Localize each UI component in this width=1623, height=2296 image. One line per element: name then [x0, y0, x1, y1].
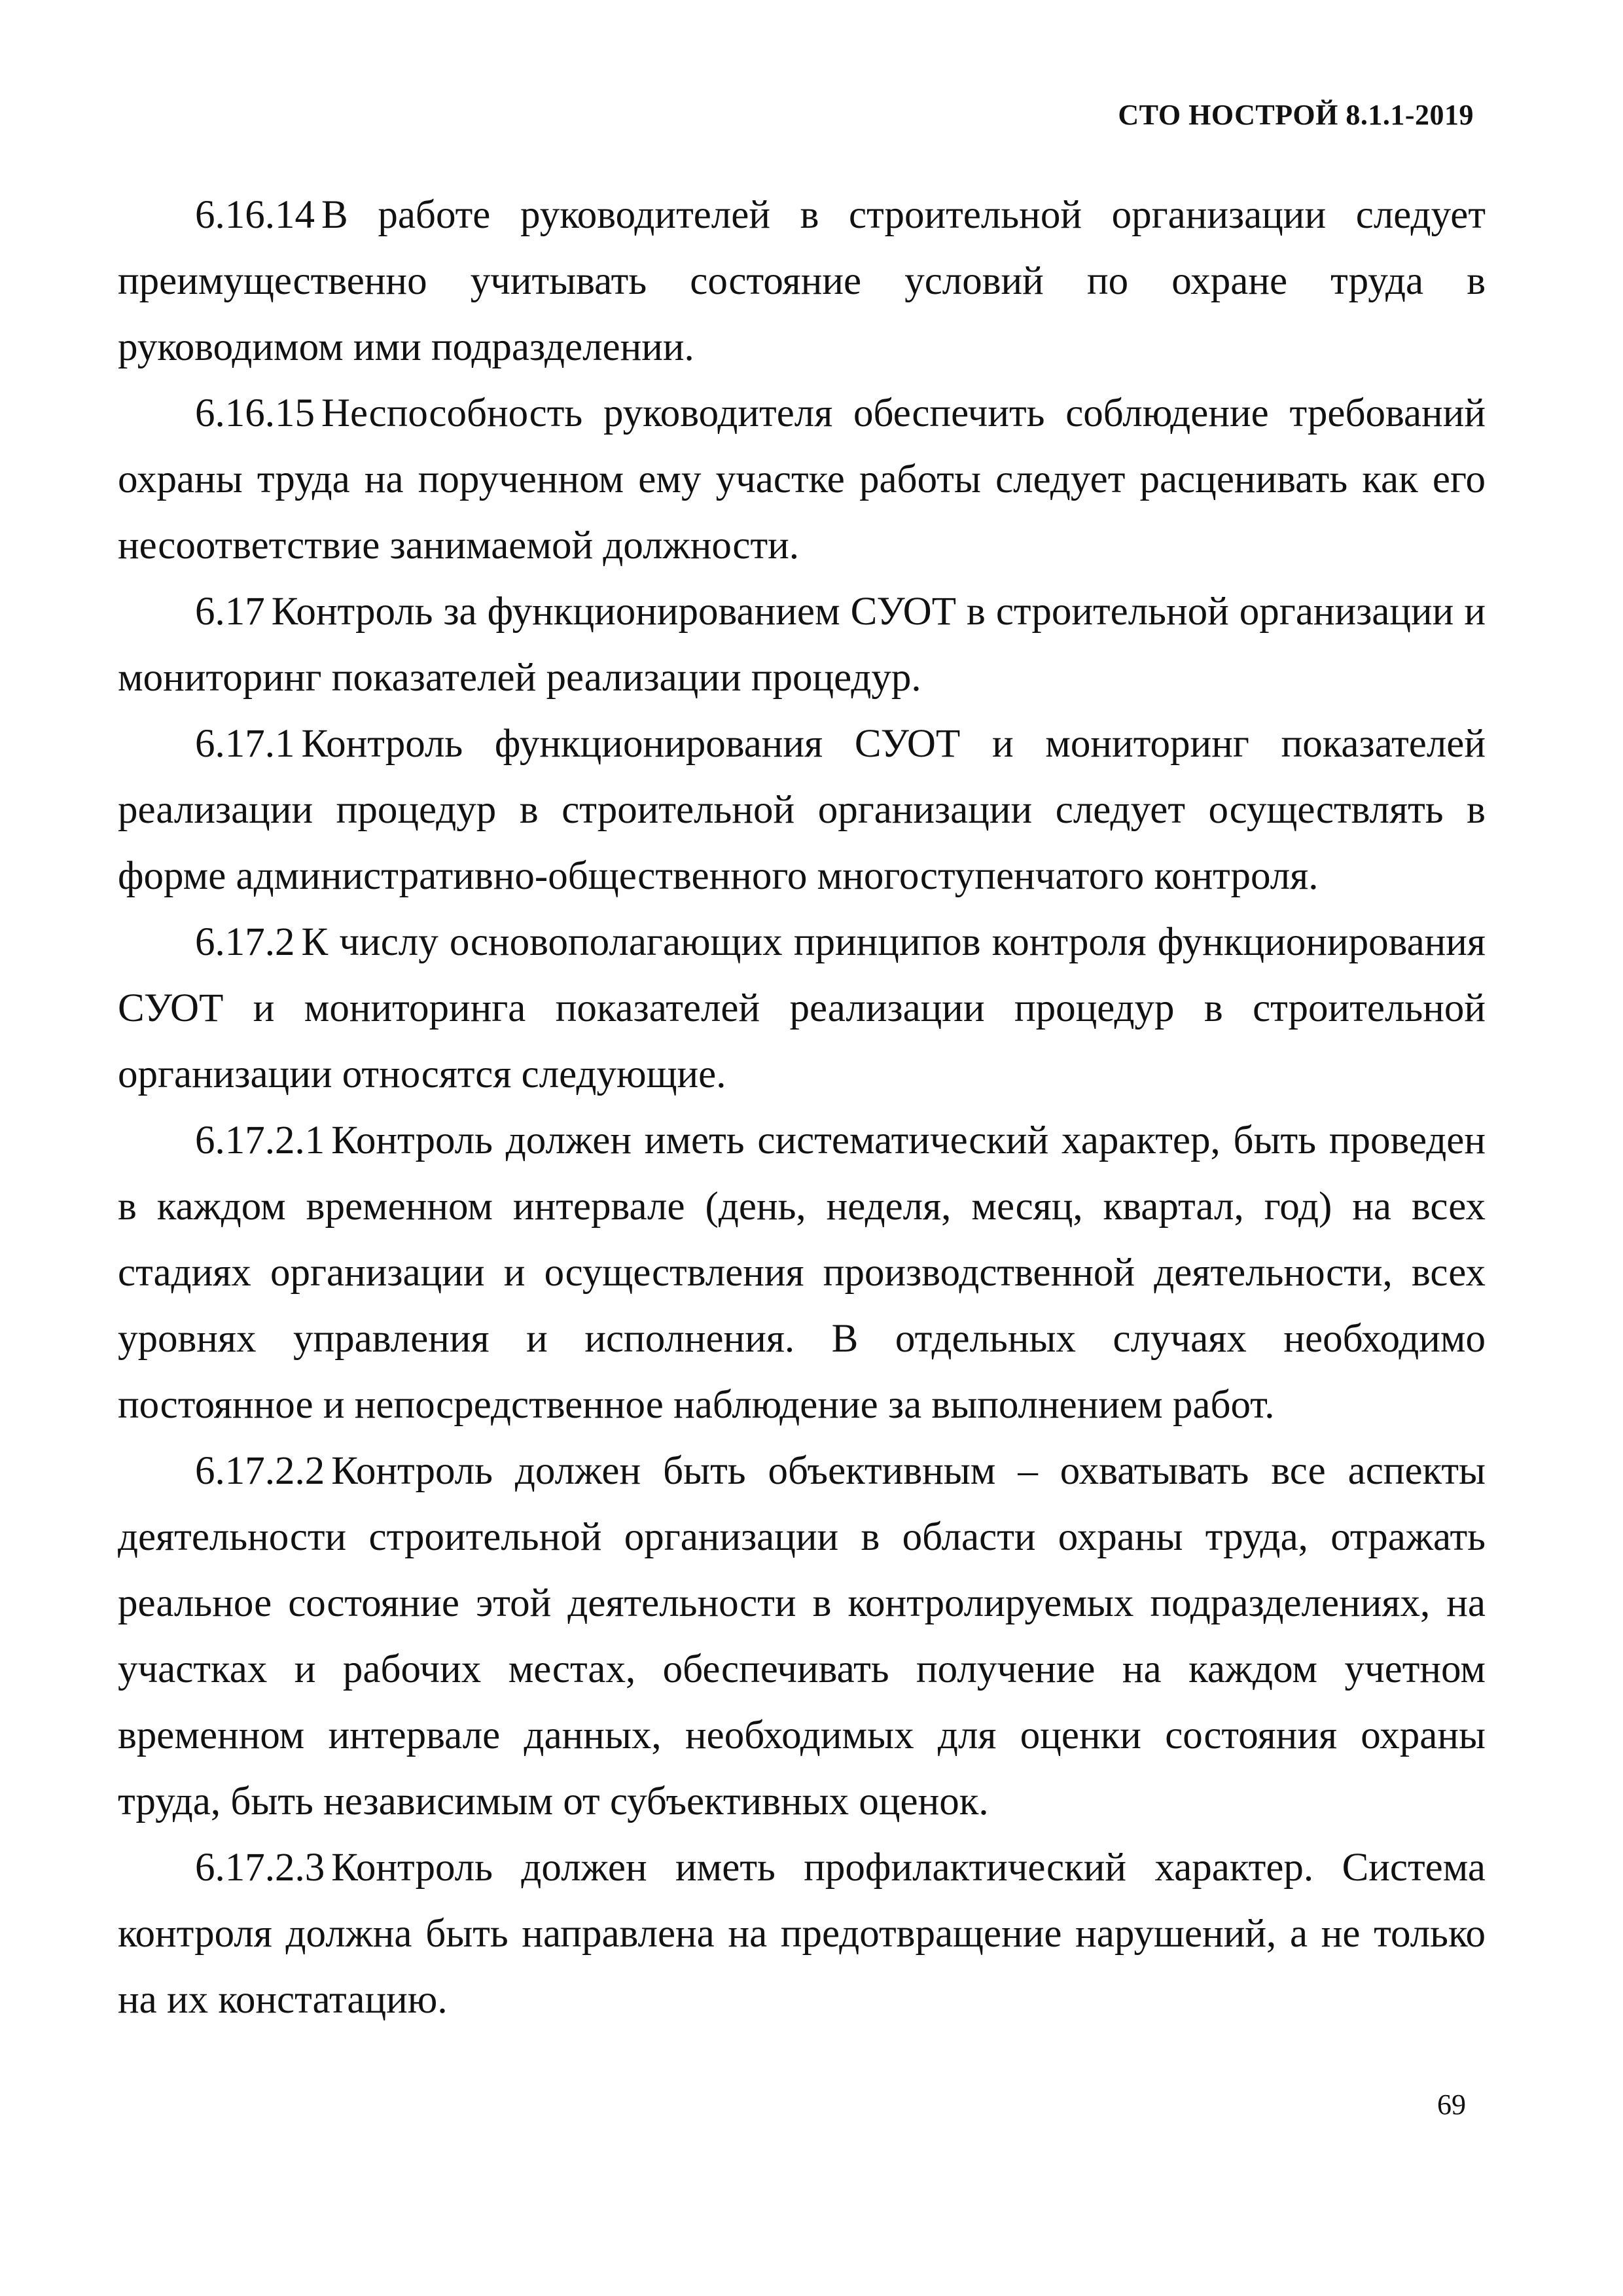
paragraph-text: Контроль функционирования СУОТ и мониторинг показателей реализации процедур в строительной организации следует осуществлять в форме административно-общественного многоступенчатого контроля.: [118, 722, 1486, 898]
paragraph: [118, 1438, 1486, 1835]
paragraph-number: 6.16.14: [195, 193, 315, 237]
paragraph-number: 6.17.2.2: [195, 1449, 325, 1493]
paragraph-number: 6.16.15: [195, 391, 315, 435]
paragraph-text: В работе руководителей в строительной организации следует преимущественно учитывать состояние условий по охране труда в руководимом ими подразделении.: [118, 193, 1486, 369]
paragraph: [118, 380, 1486, 579]
paragraph: [118, 1835, 1486, 2033]
paragraph-text: Контроль должен иметь систематический характер, быть проведен в каждом временном интервале (день, неделя, месяц, квартал, год) на всех стадиях организации и осуществления производственной деятельности, всех уровнях управления и исполнения. В отдельных случаях необходимо постоянное и непосредственное наблюдение за выполнением работ.: [118, 1119, 1486, 1427]
paragraph: [118, 182, 1486, 380]
paragraph-text: Контроль должен быть объективным – охватывать все аспекты деятельности строительной организации в области охраны труда, отражать реальное состояние этой деятельности в контролируемых подразделениях, на участках и рабочих местах, обеспечивать получение на каждом учетном временном интервале данных, необходимых для оценки состояния охраны труда, быть независимым от субъективных оценок.: [118, 1449, 1486, 1823]
page-number: 69: [1437, 2089, 1466, 2121]
paragraph-text: К числу основополагающих принципов контроля функционирования СУОТ и мониторинга показателей реализации процедур в строительной организации относятся следующие.: [118, 920, 1486, 1096]
paragraph-number: 6.17.2.1: [195, 1119, 325, 1162]
paragraph-number: 6.17.2: [195, 920, 295, 964]
paragraph-number: 6.17: [195, 590, 265, 634]
document-code-header: СТО НОСТРОЙ 8.1.1-2019: [1118, 99, 1474, 131]
paragraph: [118, 579, 1486, 711]
paragraph-text: Контроль за функционированием СУОТ в строительной организации и мониторинг показателей реализации процедур.: [118, 590, 1486, 700]
paragraph-text: Контроль должен иметь профилактический характер. Система контроля должна быть направлена на предотвращение нарушений, а не только на их констатацию.: [118, 1846, 1486, 2022]
paragraph-number: 6.17.2.3: [195, 1846, 325, 1890]
paragraph: [118, 1107, 1486, 1438]
paragraph: [118, 711, 1486, 909]
paragraph-number: 6.17.1: [195, 722, 295, 766]
document-body: [118, 182, 1486, 2033]
paragraph: [118, 909, 1486, 1107]
paragraph-text: Неспособность руководителя обеспечить соблюдение требований охраны труда на порученном ему участке работы следует расценивать как его несоответствие занимаемой должности.: [118, 391, 1486, 567]
